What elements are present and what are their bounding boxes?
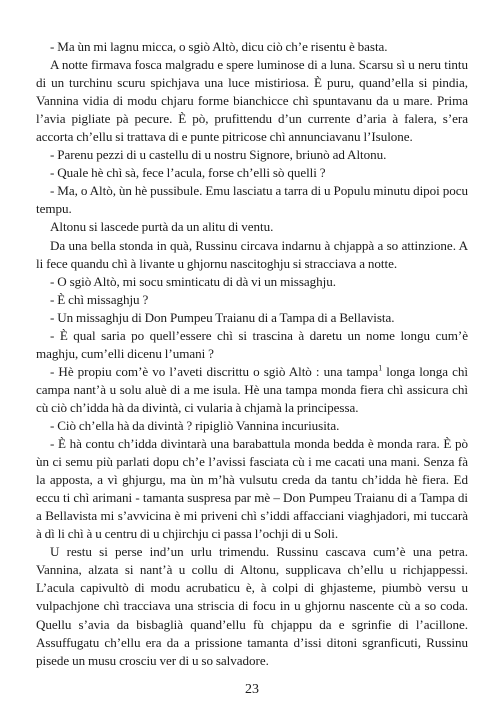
paragraph: - È chì missaghju ? [50,291,149,307]
page-number: 23 [245,682,259,697]
paragraph: - Un missaghju di Don Pumpeu Traianu di a Tampa di a Bellavista. [50,309,395,325]
paragraph: U restu si perse ind’un urlu trimendu. Russinu cascava cum’è una petra. Vannina, alzata si nant’à u collu di Altonu, supplicava ch’ellu u richjappessi. L’acula capivultò di modu acrubaticu è, à colpi di ghjasteme, piumbò versu u vulpachjone chì tracciava una striscia di focu in u ghjornu nascente cù a so coda. Quellu s’avia da bisbaglià quand’ellu fù chjappu da e sgrinfie di l’acillone. Assuffugatu ch’ellu era da a prissione tamanta d’issi ditoni sgranficuti, Russinu pisede un musu crosciu ver di u so salvadore. [36,544,468,668]
paragraph: - È hà contu ch’idda divintarà una barabattula monda bedda è monda rara. È pò ùn ci semu più parlati dopu ch’e l’avissi fasciata cù i me cacati una mani. Senza fà la apposta, a vì ghjurgu, ma ùn m’hà vulsutu creda da tantu ch’idda hè fiera. Ed eccu ti chì arimani - tamanta suspresa par mè – Don Pumpeu Traianu di a Tampa di a Bellavista mi s’avvicina è mi priveni chì s’iddi affacciani viaghjadori, mi tuccarà à dì li chì à u centru di u chjirchju ci passa l’ochji di u Soli. [36,436,468,542]
paragraph: - Ma ùn mi lagnu micca, o sgiò Altò, dicu ciò ch’e risentu è basta. [50,39,388,54]
paragraph: Altonu si lascede purtà da un alitu di ventu. [50,219,274,235]
paragraph: - Ciò ch’ella hà da divintà ? ripigliò Vannina incuriusita. [50,417,340,433]
footnote-marker: 1 [378,363,383,373]
body-text [36,38,468,670]
paragraph: - Parenu pezzi di u castellu di u nostru Signore, briunò ad Altonu. [50,147,387,163]
paragraph: - Hè propiu com’è vo l’aveti discrittu o sgiò Altò : una tampa$^1$ longa longa chì campa nant’à u solu aluè di a me isula. Hè una tampa monda fiera chì assicura chì cù ciò ch’idda hà da divintà, ci vularia à chjamà la principessa. [36,363,468,415]
paragraph: - Quale hè chì sà, fece l’acula, forse ch’elli sò quelli ? [50,165,326,181]
paragraph: Da una bella stonda in quà, Russinu circava indarnu à chjappà a so attinzione. A li fece quandu chì à livante u ghjornu nascitoghju si stracciava a notte. [36,237,468,271]
paragraph: - O sgiò Altò, mi socu sminticatu di dà vi un missaghju. [50,273,336,289]
paragraph: A notte firmava fosca malgradu e spere luminose di a luna. Scarsu sì u neru tintu di un turchinu scuru spichjava una luce mistiriosa. È puru, quand’ella si pindia, Vannina vidia di modu chjaru forme bianchicce chì spuntavanu da u mare. Prima l’avia pigliate pà pecure. È pò, prufittendu d’un currente d’aria à falera, s’era accorta ch’ellu si trattava di e punte pitricose chì annunciavanu l’Isulone. [36,57,468,145]
paragraph: - Ma, o Altò, ùn hè pussibule. Emu lasciatu a tarra di u Populu minutu dipoi pocu tempu. [36,183,468,217]
paragraph: - È qual saria po quell’essere chì si trascina à daretu un nome longu cum’è maghju, cum’elli dicenu l’umani ? [36,327,468,361]
